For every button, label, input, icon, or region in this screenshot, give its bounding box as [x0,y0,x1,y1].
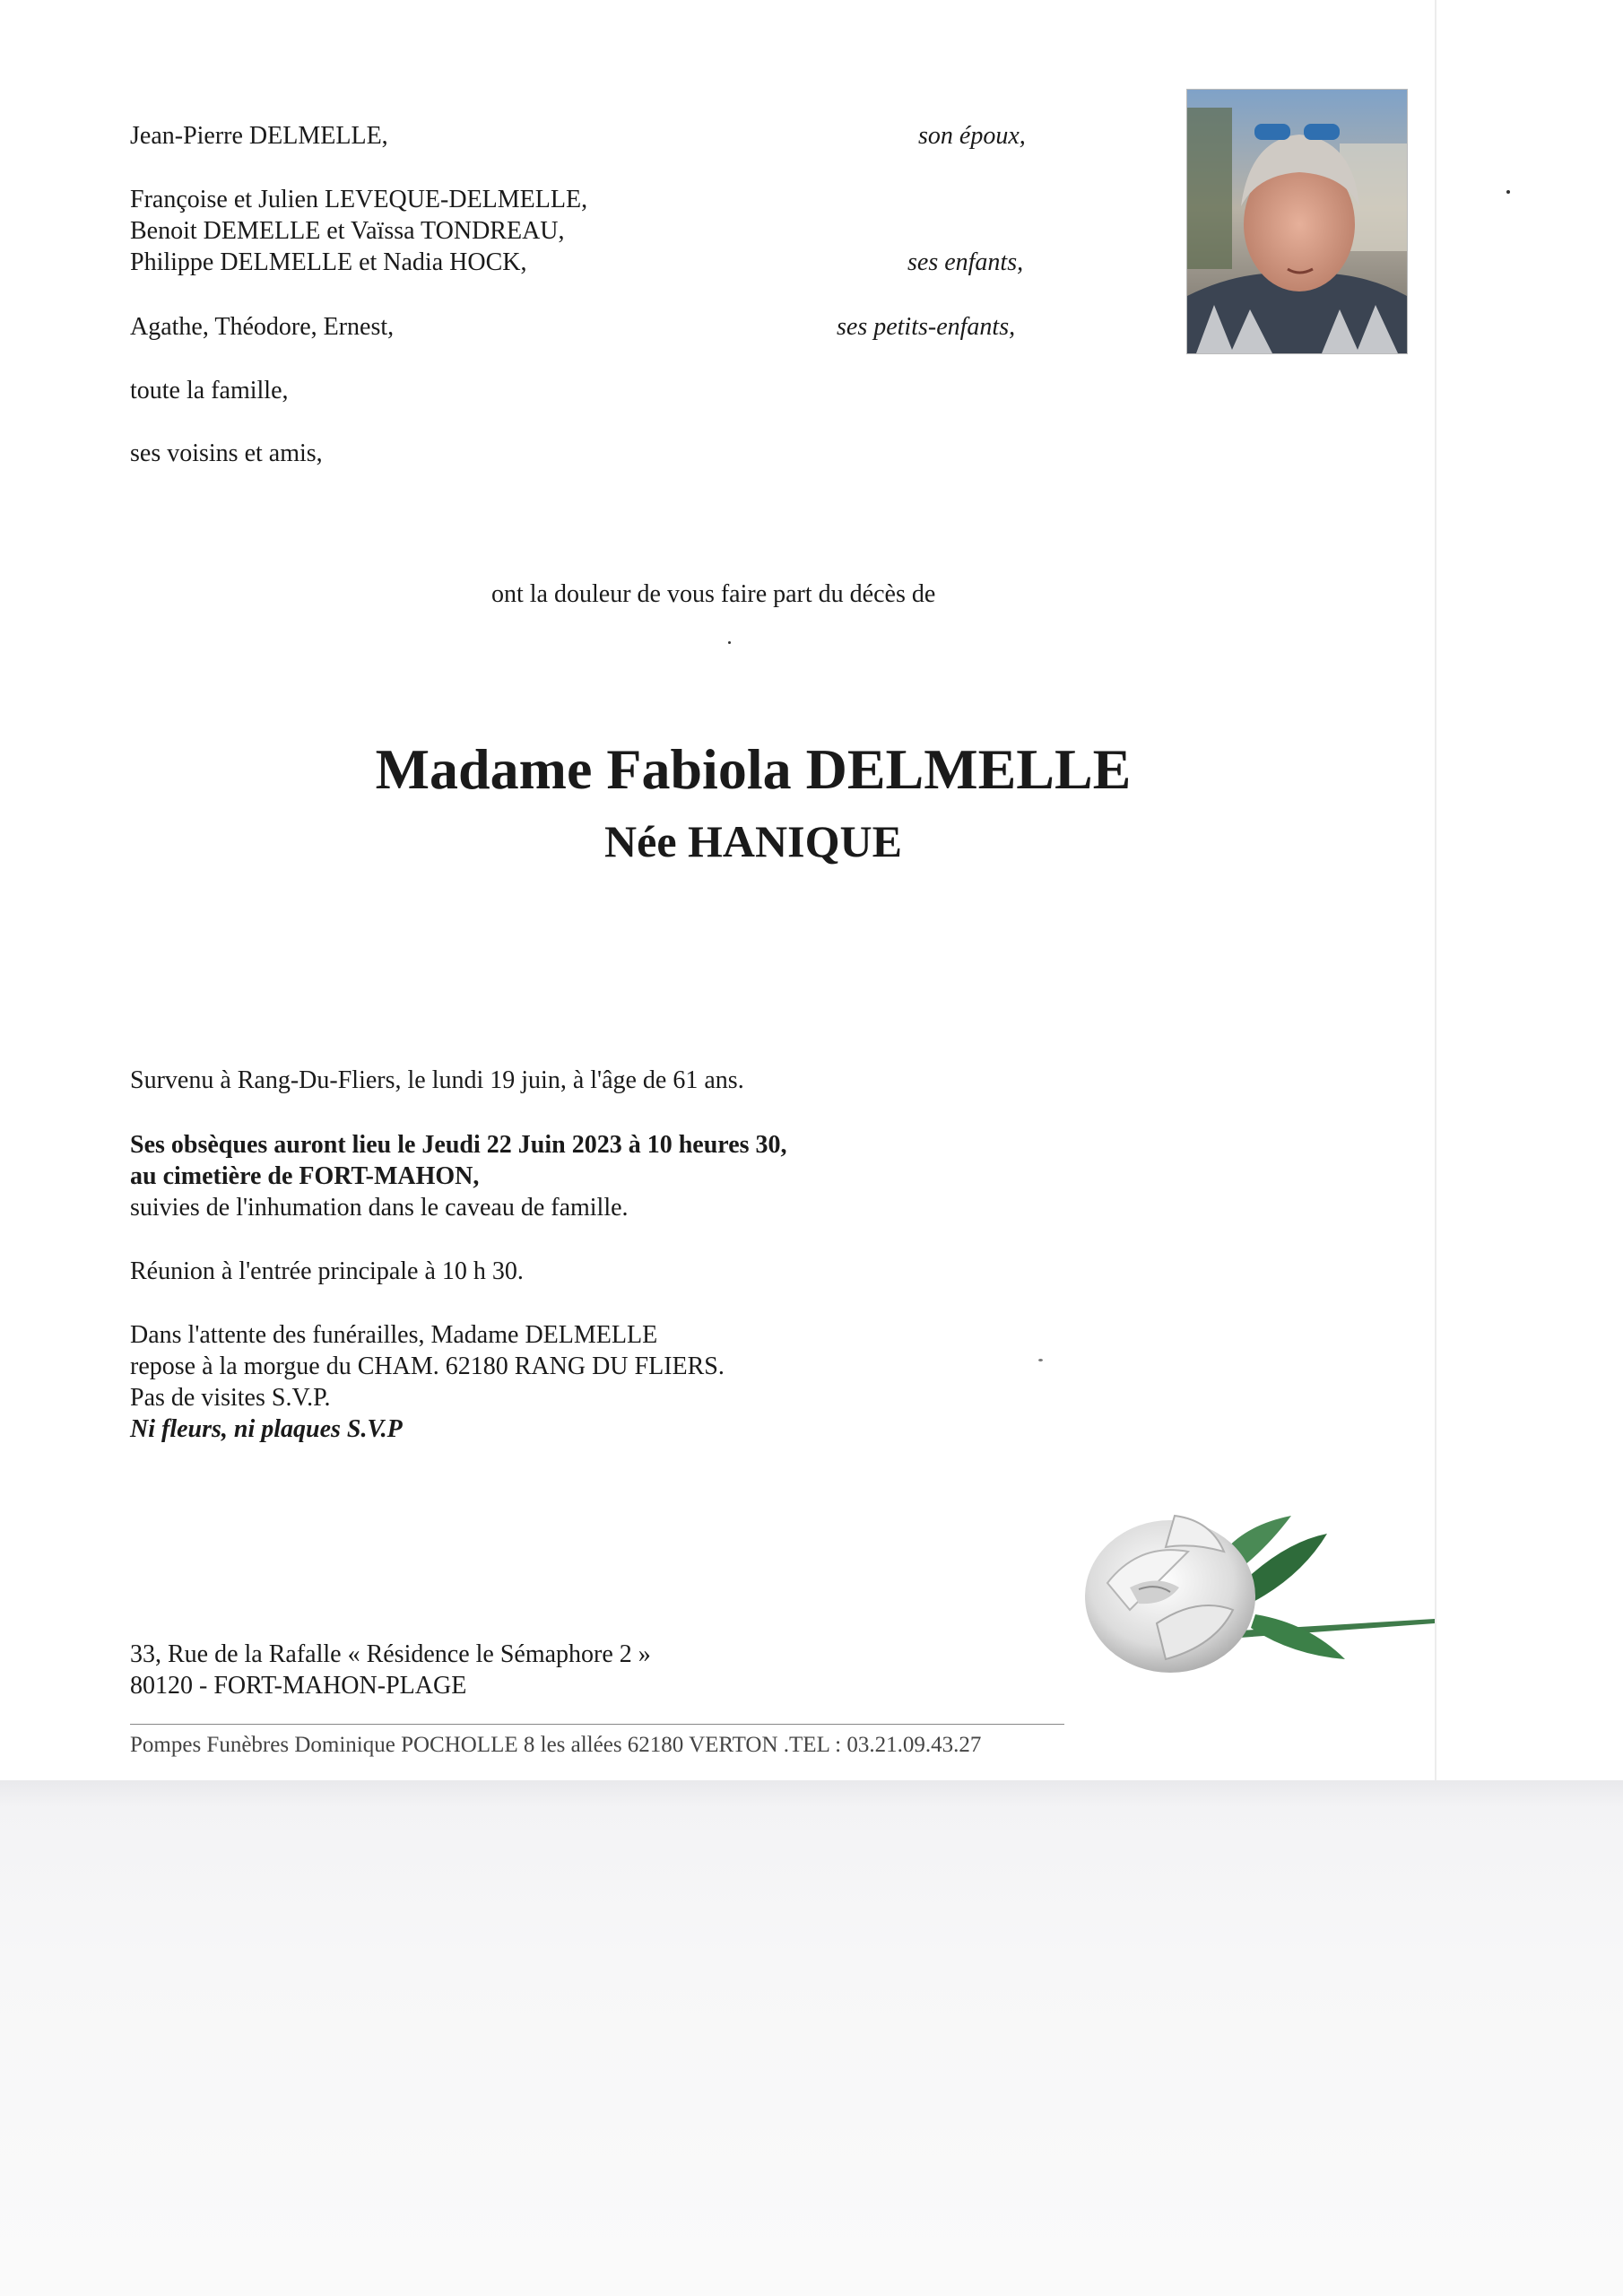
deceased-name: Madame Fabiola DELMELLE [375,737,1132,801]
child-line-2: Benoit DEMELLE et Vaïssa TONDREAU, [130,217,565,245]
meeting-info: Réunion à l'entrée principale à 10 h 30. [130,1257,524,1285]
no-visits: Pas de visites S.V.P. [130,1384,331,1412]
scan-speck [1038,1359,1043,1361]
death-details: Survenu à Rang-Du-Fliers, le lundi 19 juin, à l'âge de 61 ans. [130,1066,744,1094]
grandchildren-names: Agathe, Théodore, Ernest, [130,313,395,341]
spouse-relation: son époux, [918,122,1026,150]
funeral-line-2: au cimetière de FORT-MAHON, [130,1162,480,1190]
scan-speck [728,641,731,644]
scan-speck [1506,190,1510,194]
spouse-name: Jean-Pierre DELMELLE, [130,122,388,150]
announcement: ont la douleur de vous faire part du décès de [491,580,936,608]
family-line: toute la famille, [130,377,289,404]
rest-line-1: Dans l'attente des funérailles, Madame DELMELLE [130,1321,658,1349]
birth-name: Née HANIQUE [604,816,902,866]
grandchildren-relation: ses petits-enfants, [837,313,1016,341]
funeral-line-1: Ses obsèques auront lieu le Jeudi 22 Juin 2023 à 10 heures 30, [130,1131,787,1159]
address-line-2: 80120 - FORT-MAHON-PLAGE [130,1672,467,1700]
funeral-home-footer: Pompes Funèbres Dominique POCHOLLE 8 les allées 62180 VERTON .TEL : 03.21.09.43.27 [130,1733,982,1757]
friends-line: ses voisins et amis, [130,439,323,467]
footer-divider [130,1724,1064,1725]
scan-background [0,1780,1623,2296]
child-line-1: Françoise et Julien LEVEQUE-DELMELLE, [130,186,588,213]
address-line-1: 33, Rue de la Rafalle « Résidence le Sémaphore 2 » [130,1640,651,1668]
funeral-line-3: suivies de l'inhumation dans le caveau de famille. [130,1194,629,1222]
portrait-photo [1186,89,1408,354]
child-line-3: Philippe DELMELLE et Nadia HOCK, [130,248,527,276]
rest-line-2: repose à la morgue du CHAM. 62180 RANG DU FLIERS. [130,1352,725,1380]
children-relation: ses enfants, [907,248,1024,276]
white-rose-icon [1031,1489,1444,1713]
no-flowers: Ni fleurs, ni plaques S.V.P [130,1415,403,1443]
